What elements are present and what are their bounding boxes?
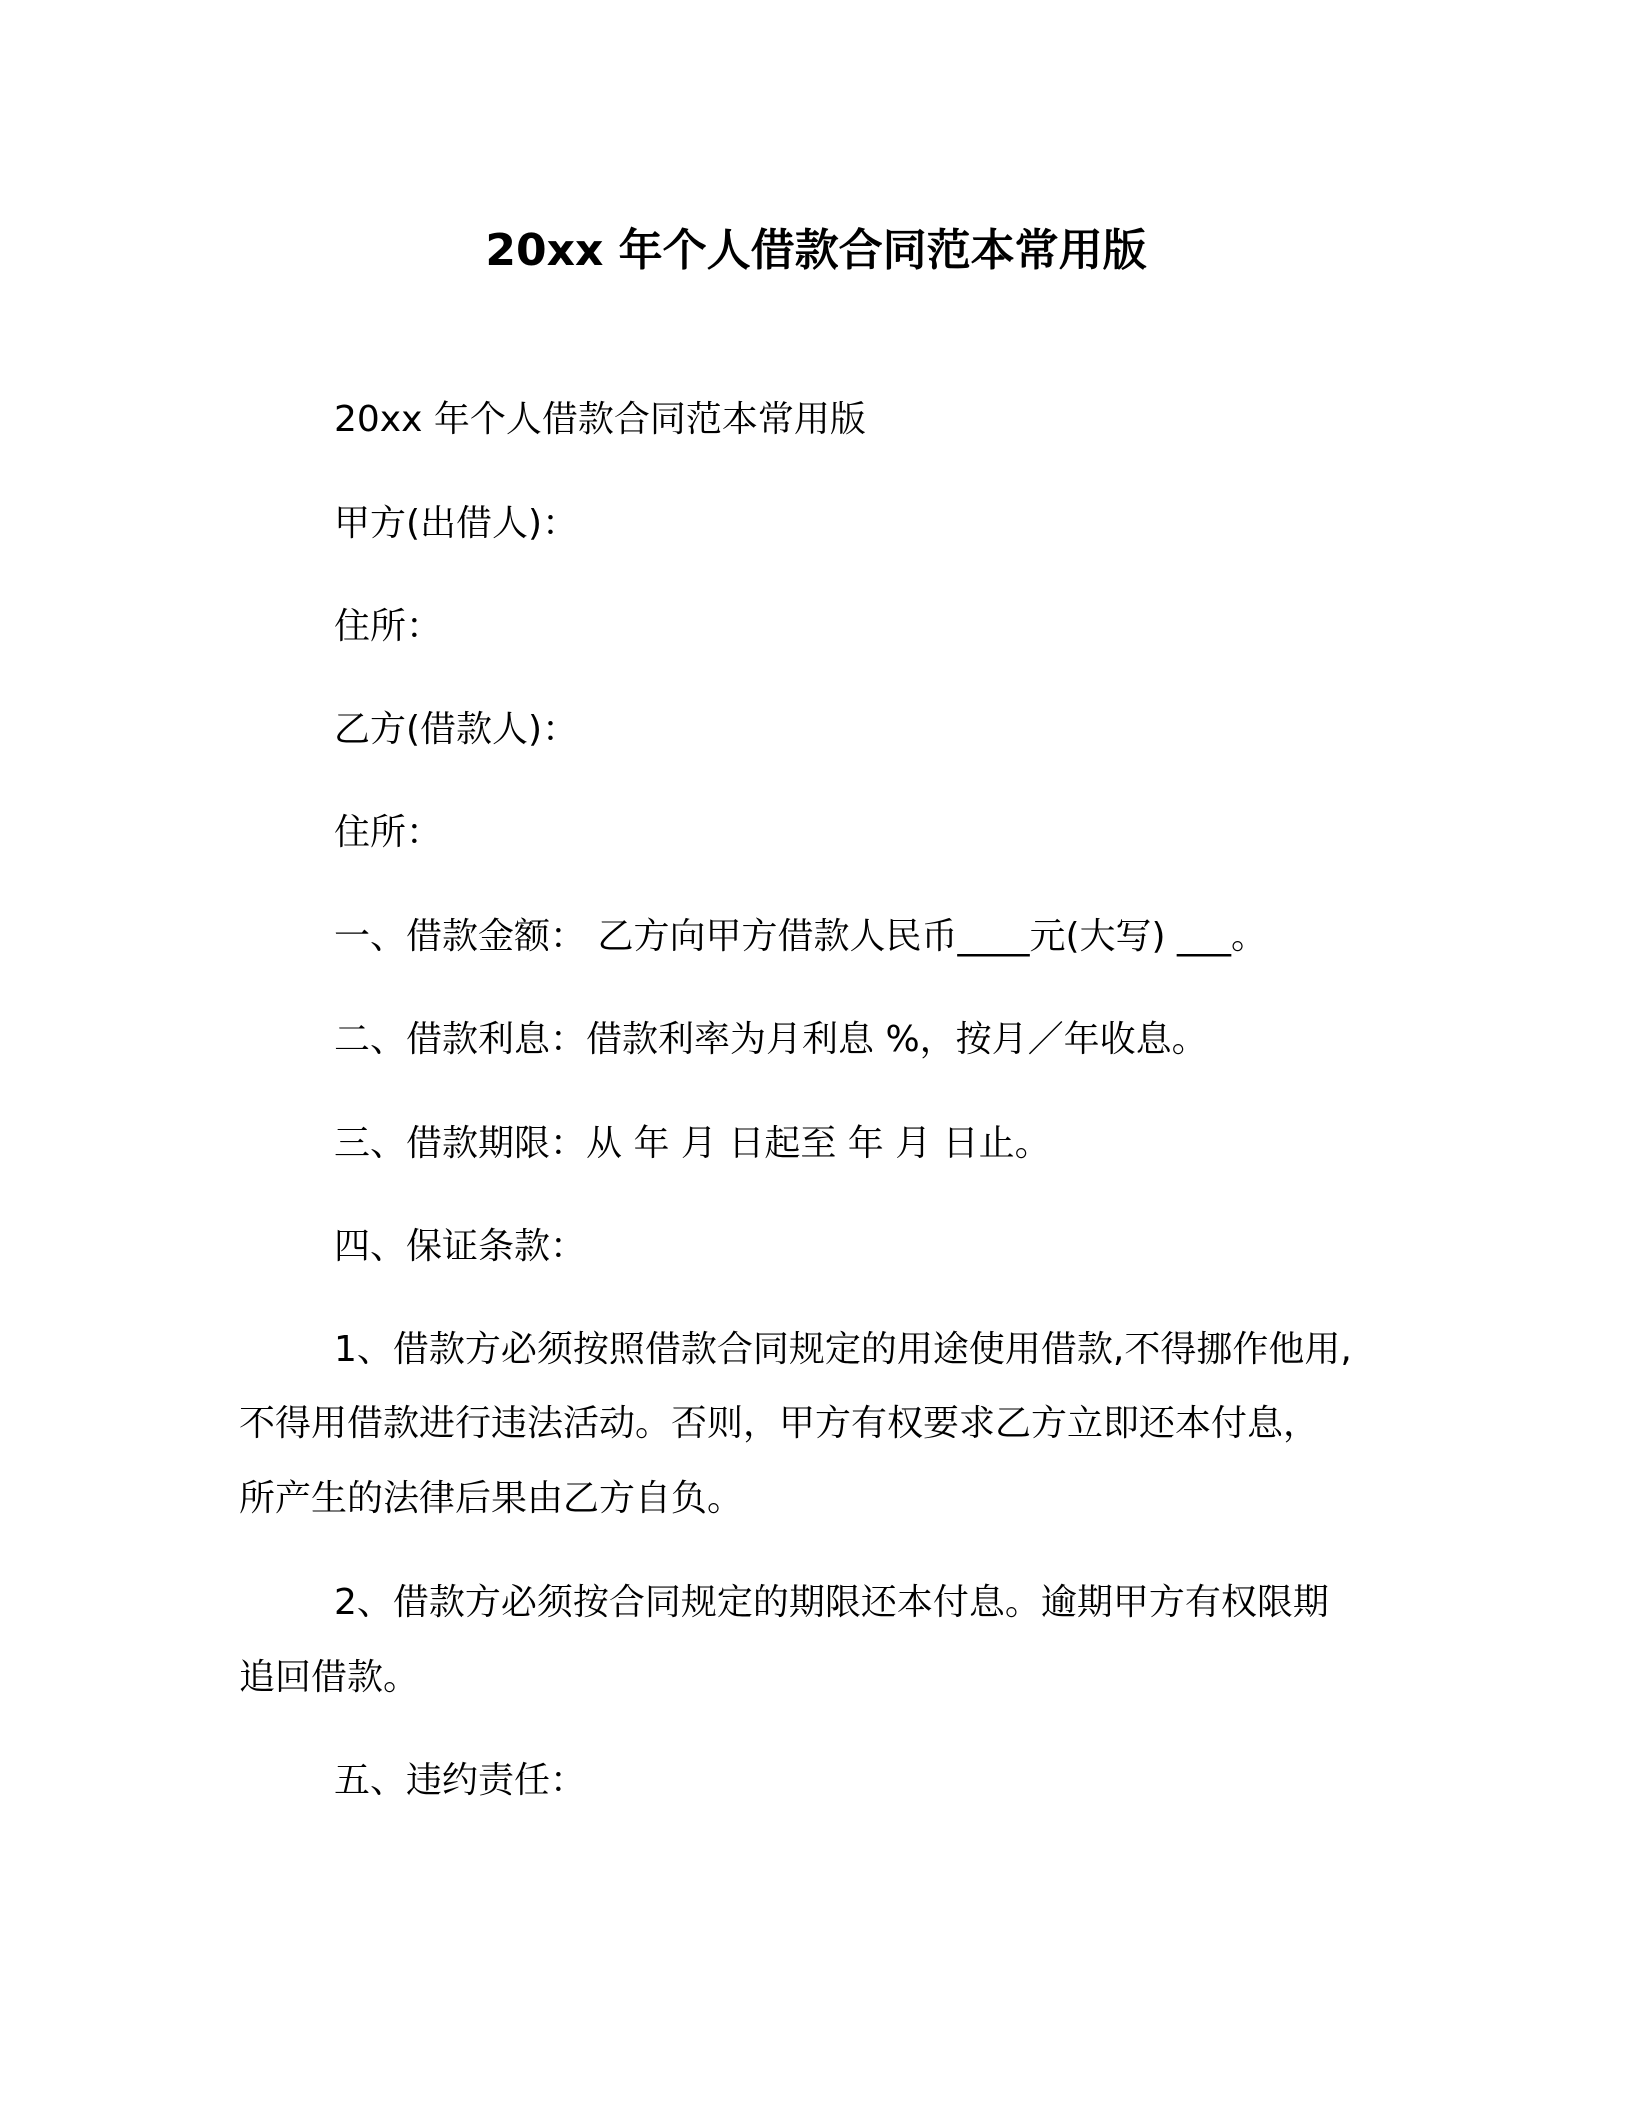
guarantee-item-2-line-1: 2、借款方必须按合同规定的期限还本付息。逾期甲方有权限期	[334, 1582, 1329, 1623]
party-a-lender: 甲方(出借人)：	[334, 503, 579, 544]
document-title: 20xx 年个人借款合同范本常用版	[485, 225, 1147, 276]
clause-breach-liability: 五、违约责任：	[334, 1760, 587, 1801]
guarantee-item-1-line-2: 不得用借款进行违法活动。否则，甲方有权要求乙方立即还本付息，	[239, 1403, 1320, 1444]
clause-loan-term: 三、借款期限：从 年 月 日起至 年 月 日止。	[334, 1123, 1051, 1164]
document-subtitle: 20xx 年个人借款合同范本常用版	[334, 399, 866, 440]
clause-guarantee-heading: 四、保证条款：	[334, 1226, 587, 1267]
guarantee-item-1-line-3: 所产生的法律后果由乙方自负。	[239, 1478, 744, 1519]
party-b-borrower: 乙方(借款人)：	[334, 709, 579, 750]
guarantee-item-2-line-2: 追回借款。	[239, 1657, 420, 1698]
clause-loan-interest: 二、借款利息：借款利率为月利息 %，按月／年收息。	[334, 1019, 1208, 1060]
guarantee-item-1-line-1: 1、借款方必须按照借款合同规定的用途使用借款,不得挪作他用,	[334, 1329, 1352, 1370]
party-b-address: 住所：	[334, 812, 443, 853]
party-a-address: 住所：	[334, 606, 443, 647]
clause-loan-amount: 一、借款金额： 乙方向甲方借款人民币____元(大写) ___。	[334, 916, 1267, 957]
